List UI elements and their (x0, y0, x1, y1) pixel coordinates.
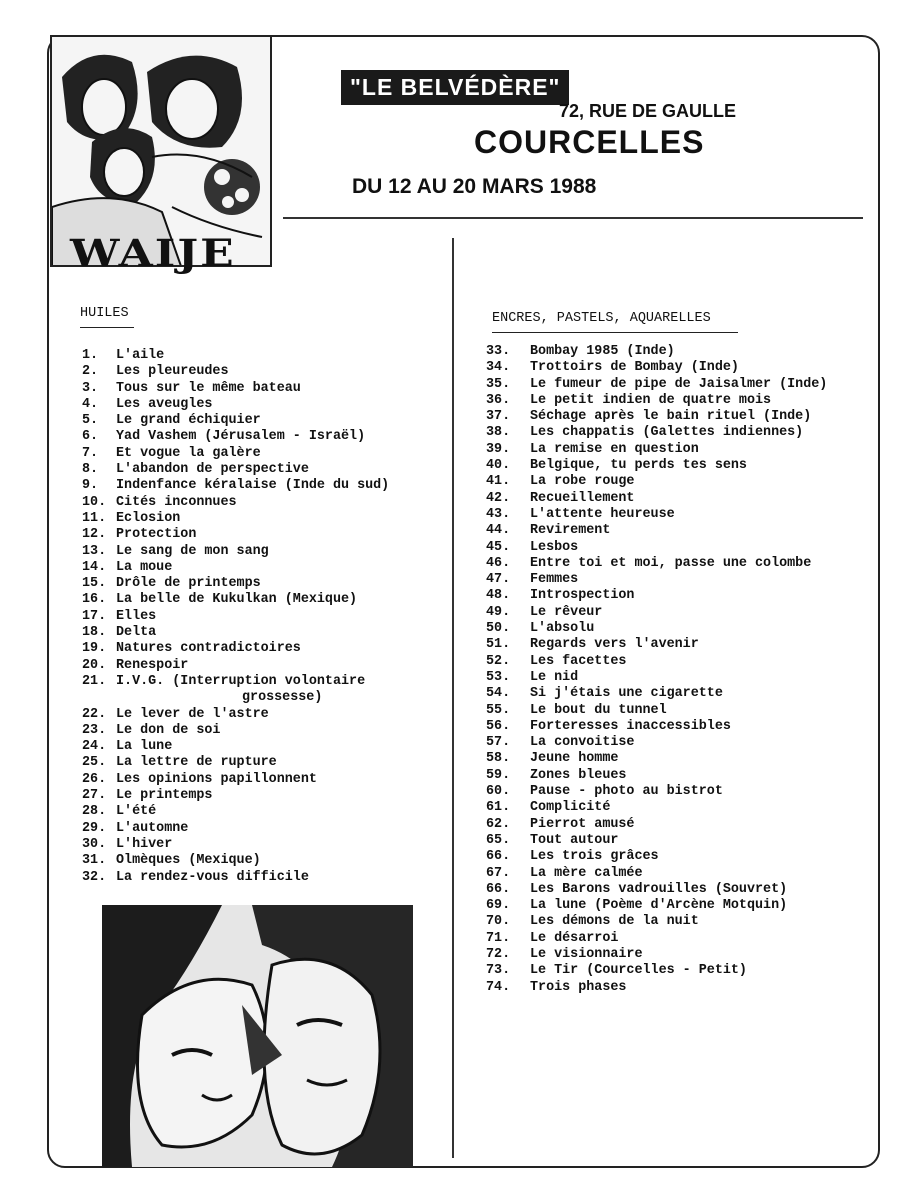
venue-name: "LE BELVÉDÈRE" (341, 70, 569, 105)
item-number: 66. (486, 849, 511, 865)
item-number: 55. (486, 702, 511, 718)
item-number: 44. (486, 523, 511, 539)
item-title: Le lever de l'astre (116, 706, 269, 722)
list-item (486, 931, 827, 947)
item-title: Le désarroi (530, 930, 619, 946)
item-number: 9. (82, 478, 99, 494)
item-number: 18. (82, 625, 107, 641)
item-number: 67. (486, 865, 511, 881)
section-title-text: HUILES (80, 306, 129, 321)
item-number: 59. (486, 767, 511, 783)
list-item (82, 592, 389, 608)
item-number: 22. (82, 706, 107, 722)
item-number: 56. (486, 718, 511, 734)
item-title: Introspection (530, 588, 635, 604)
item-title: Pause - photo au bistrot (530, 784, 723, 800)
section-title-oils (80, 306, 134, 328)
item-number: 11. (82, 510, 107, 526)
item-number: 71. (486, 930, 511, 946)
list-item (486, 768, 827, 784)
item-number: 47. (486, 572, 511, 588)
item-number: 65. (486, 832, 511, 848)
list-item (486, 393, 827, 409)
item-title: Bombay 1985 (Inde) (530, 344, 675, 359)
item-title: La rendez-vous difficile (116, 869, 309, 885)
item-title: Femmes (530, 572, 579, 588)
item-title: Pierrot amusé (530, 816, 635, 832)
item-number: 8. (82, 462, 99, 478)
list-item (82, 348, 389, 364)
venue-address: 72, RUE DE GAULLE (559, 101, 737, 121)
list-item (486, 833, 827, 849)
list-item (82, 495, 389, 511)
item-number: 28. (82, 804, 107, 820)
list-item (486, 344, 827, 360)
item-number: 38. (486, 425, 511, 441)
item-number: 69. (486, 898, 511, 914)
item-number: 20. (82, 657, 107, 673)
item-number: 48. (486, 588, 511, 604)
item-title: Drôle de printemps (116, 576, 261, 592)
item-number: 73. (486, 963, 511, 979)
list-item (82, 446, 389, 462)
item-title: Belgique, tu perds tes sens (530, 458, 747, 474)
item-title: La lune (Poème d'Arcène Motquin) (530, 898, 788, 914)
item-title: Lesbos (530, 539, 579, 555)
list-item (486, 963, 827, 979)
list-item (486, 849, 827, 865)
item-number: 4. (82, 396, 99, 412)
list-item (82, 707, 389, 723)
list-item (82, 511, 389, 527)
list-item (486, 882, 827, 898)
list-item (486, 866, 827, 882)
list-item (486, 784, 827, 800)
list-item (82, 739, 389, 755)
item-number: 27. (82, 788, 107, 804)
list-item (82, 788, 389, 804)
faces-illustration (102, 905, 413, 1167)
item-title: Revirement (530, 523, 611, 539)
list-item (82, 364, 389, 380)
item-title: Les trois grâces (530, 849, 659, 865)
list-item (82, 870, 389, 886)
list-item (82, 462, 389, 478)
list-item (82, 560, 389, 576)
list-item (486, 474, 827, 490)
list-item (486, 360, 827, 376)
item-title: La convoitise (530, 735, 635, 751)
item-title: La mère calmée (530, 865, 643, 881)
list-item (486, 491, 827, 507)
item-title: La robe rouge (530, 474, 635, 490)
item-number: 50. (486, 621, 511, 637)
list-item (486, 947, 827, 963)
item-number: 72. (486, 946, 511, 962)
list-item (486, 800, 827, 816)
artist-name: WAIJE (70, 231, 236, 276)
item-title: Les Barons vadrouilles (Souvret) (530, 881, 788, 897)
item-number: 57. (486, 735, 511, 751)
list-item (486, 523, 827, 539)
item-number: 7. (82, 445, 99, 461)
item-title: Indenfance kéralaise (Inde du sud) (116, 478, 390, 494)
item-number: 58. (486, 751, 511, 767)
item-title: Le sang de mon sang (116, 543, 269, 559)
item-number: 41. (486, 474, 511, 490)
item-title: Yad Vashem (Jérusalem - Israël) (116, 429, 366, 445)
item-title: L'été (116, 804, 157, 820)
list-item (82, 576, 389, 592)
item-number: 40. (486, 458, 511, 474)
item-title: L'abandon de perspective (116, 462, 309, 478)
item-number: 37. (486, 409, 511, 425)
item-title: Olmèques (Mexique) (116, 853, 261, 869)
list-item (486, 670, 827, 686)
item-number: 31. (82, 853, 107, 869)
item-number: 3. (82, 380, 99, 396)
item-title: Le don de soi (116, 722, 221, 738)
list-item (82, 527, 389, 543)
oils-list (82, 348, 389, 886)
item-title: L'absolu (530, 621, 595, 637)
embracing-faces-drawing (102, 905, 413, 1167)
list-item (82, 674, 389, 690)
item-title: Le bout du tunnel (530, 702, 667, 718)
list-item (486, 507, 827, 523)
list-item (486, 914, 827, 930)
item-title: Trottoirs de Bombay (Inde) (530, 360, 739, 376)
item-number: 74. (486, 979, 511, 995)
list-item (486, 751, 827, 767)
list-item (82, 478, 389, 494)
item-number: 39. (486, 441, 511, 457)
item-title: Si j'étais une cigarette (530, 686, 723, 702)
item-title: Trois phases (530, 979, 627, 995)
item-title: Protection (116, 527, 197, 543)
list-item (82, 837, 389, 853)
item-number: 61. (486, 800, 511, 816)
item-title: L'aile (116, 348, 165, 363)
item-title: Delta (116, 625, 157, 641)
item-title: La belle de Kukulkan (Mexique) (116, 592, 358, 608)
list-item (486, 686, 827, 702)
item-title: Cités inconnues (116, 494, 237, 510)
item-number: 6. (82, 429, 99, 445)
item-number: 66. (486, 881, 511, 897)
item-title: Le nid (530, 669, 579, 685)
item-number: 70. (486, 914, 511, 930)
item-title: Le grand échiquier (116, 413, 261, 429)
list-item (82, 772, 389, 788)
item-number: 12. (82, 527, 107, 543)
item-title: Eclosion (116, 510, 181, 526)
venue-town: COURCELLES (474, 124, 705, 160)
column-divider (452, 238, 454, 1158)
item-number: 34. (486, 360, 511, 376)
item-number: 23. (82, 722, 107, 738)
item-number: 51. (486, 637, 511, 653)
item-title: Les facettes (530, 653, 627, 669)
item-title: Jeune homme (530, 751, 619, 767)
item-title: L'automne (116, 820, 189, 836)
item-title: Tout autour (530, 832, 619, 848)
item-title: Zones bleues (530, 767, 627, 783)
item-title: Le Tir (Courcelles - Petit) (530, 963, 747, 979)
list-item (486, 442, 827, 458)
item-number: 36. (486, 392, 511, 408)
item-title: Tous sur le même bateau (116, 380, 301, 396)
list-item (82, 625, 389, 641)
item-title: La lettre de rupture (116, 755, 277, 771)
list-item (486, 898, 827, 914)
item-number: 24. (82, 739, 107, 755)
item-title: Le fumeur de pipe de Jaisalmer (Inde) (530, 376, 828, 392)
list-item (486, 556, 827, 572)
item-number: 19. (82, 641, 107, 657)
item-title: Les opinions papillonnent (116, 771, 317, 787)
list-item (82, 381, 389, 397)
exhibition-dates: DU 12 AU 20 MARS 1988 (352, 175, 597, 198)
list-item (82, 723, 389, 739)
item-title: Recueillement (530, 490, 635, 506)
item-number: 43. (486, 506, 511, 522)
item-number: 49. (486, 604, 511, 620)
list-item (486, 458, 827, 474)
item-number: 26. (82, 771, 107, 787)
list-item (486, 637, 827, 653)
item-title: La remise en question (530, 441, 699, 457)
list-item (486, 377, 827, 393)
item-title: Le visionnaire (530, 946, 643, 962)
list-item (82, 609, 389, 625)
list-item (82, 821, 389, 837)
item-number: 60. (486, 784, 511, 800)
item-number: 25. (82, 755, 107, 771)
item-number: 13. (82, 543, 107, 559)
item-number: 21. (82, 673, 107, 689)
item-title: Forteresses inaccessibles (530, 718, 731, 734)
item-title: Regards vers l'avenir (530, 637, 699, 653)
item-number: 45. (486, 539, 511, 555)
list-item (486, 425, 827, 441)
item-title: Entre toi et moi, passe une colombe (530, 555, 812, 571)
section-title-inks (492, 311, 738, 333)
list-item (486, 654, 827, 670)
list-item (82, 429, 389, 445)
item-number: 33. (486, 344, 511, 359)
list-item (82, 544, 389, 560)
item-title: Natures contradictoires (116, 641, 301, 657)
header-divider (283, 217, 863, 219)
item-number: 53. (486, 669, 511, 685)
list-item (486, 719, 827, 735)
section-title-text: ENCRES, PASTELS, AQUARELLES (492, 311, 711, 326)
item-number: 32. (82, 869, 107, 885)
item-title: Renespoir (116, 657, 189, 673)
item-title: Le rêveur (530, 604, 603, 620)
item-number: 1. (82, 348, 99, 363)
list-item (486, 540, 827, 556)
item-title: La moue (116, 559, 173, 575)
item-title: I.V.G. (Interruption volontaire (116, 673, 366, 689)
item-title: Les chappatis (Galettes indiennes) (530, 425, 804, 441)
inks-list (486, 344, 827, 996)
list-item (486, 703, 827, 719)
list-item (82, 853, 389, 869)
item-title: Le printemps (116, 788, 213, 804)
item-title: La lune (116, 739, 173, 755)
list-item (82, 658, 389, 674)
item-number: 5. (82, 413, 99, 429)
item-title: Les démons de la nuit (530, 914, 699, 930)
list-item (486, 980, 827, 996)
item-title: Complicité (530, 800, 611, 816)
item-number: 29. (82, 820, 107, 836)
item-number: 14. (82, 559, 107, 575)
list-item (486, 588, 827, 604)
item-number: 52. (486, 653, 511, 669)
item-title: Le petit indien de quatre mois (530, 392, 772, 408)
list-item (486, 621, 827, 637)
item-number: 30. (82, 836, 107, 852)
list-item (486, 572, 827, 588)
list-item (486, 605, 827, 621)
item-number: 35. (486, 376, 511, 392)
section-underline (492, 332, 738, 333)
list-item (82, 804, 389, 820)
list-item (82, 413, 389, 429)
list-item-continuation: grossesse) (242, 690, 323, 706)
item-number: 54. (486, 686, 511, 702)
list-item (82, 755, 389, 771)
item-number: 17. (82, 608, 107, 624)
list-item (82, 397, 389, 413)
item-number: 15. (82, 576, 107, 592)
item-title: Séchage après le bain rituel (Inde) (530, 409, 812, 425)
list-item (486, 735, 827, 751)
item-title: L'attente heureuse (530, 506, 675, 522)
item-number: 16. (82, 592, 107, 608)
section-underline (80, 327, 134, 328)
list-item (486, 409, 827, 425)
item-number: 46. (486, 555, 511, 571)
item-title: L'hiver (116, 836, 173, 852)
list-item (82, 641, 389, 657)
list-item (486, 817, 827, 833)
item-title: Les pleureudes (116, 364, 229, 380)
item-title: Et vogue la galère (116, 445, 261, 461)
item-number: 2. (82, 364, 99, 380)
item-number: 42. (486, 490, 511, 506)
item-number: 62. (486, 816, 511, 832)
item-title: Elles (116, 608, 157, 624)
item-number: 10. (82, 494, 107, 510)
item-title: Les aveugles (116, 396, 213, 412)
